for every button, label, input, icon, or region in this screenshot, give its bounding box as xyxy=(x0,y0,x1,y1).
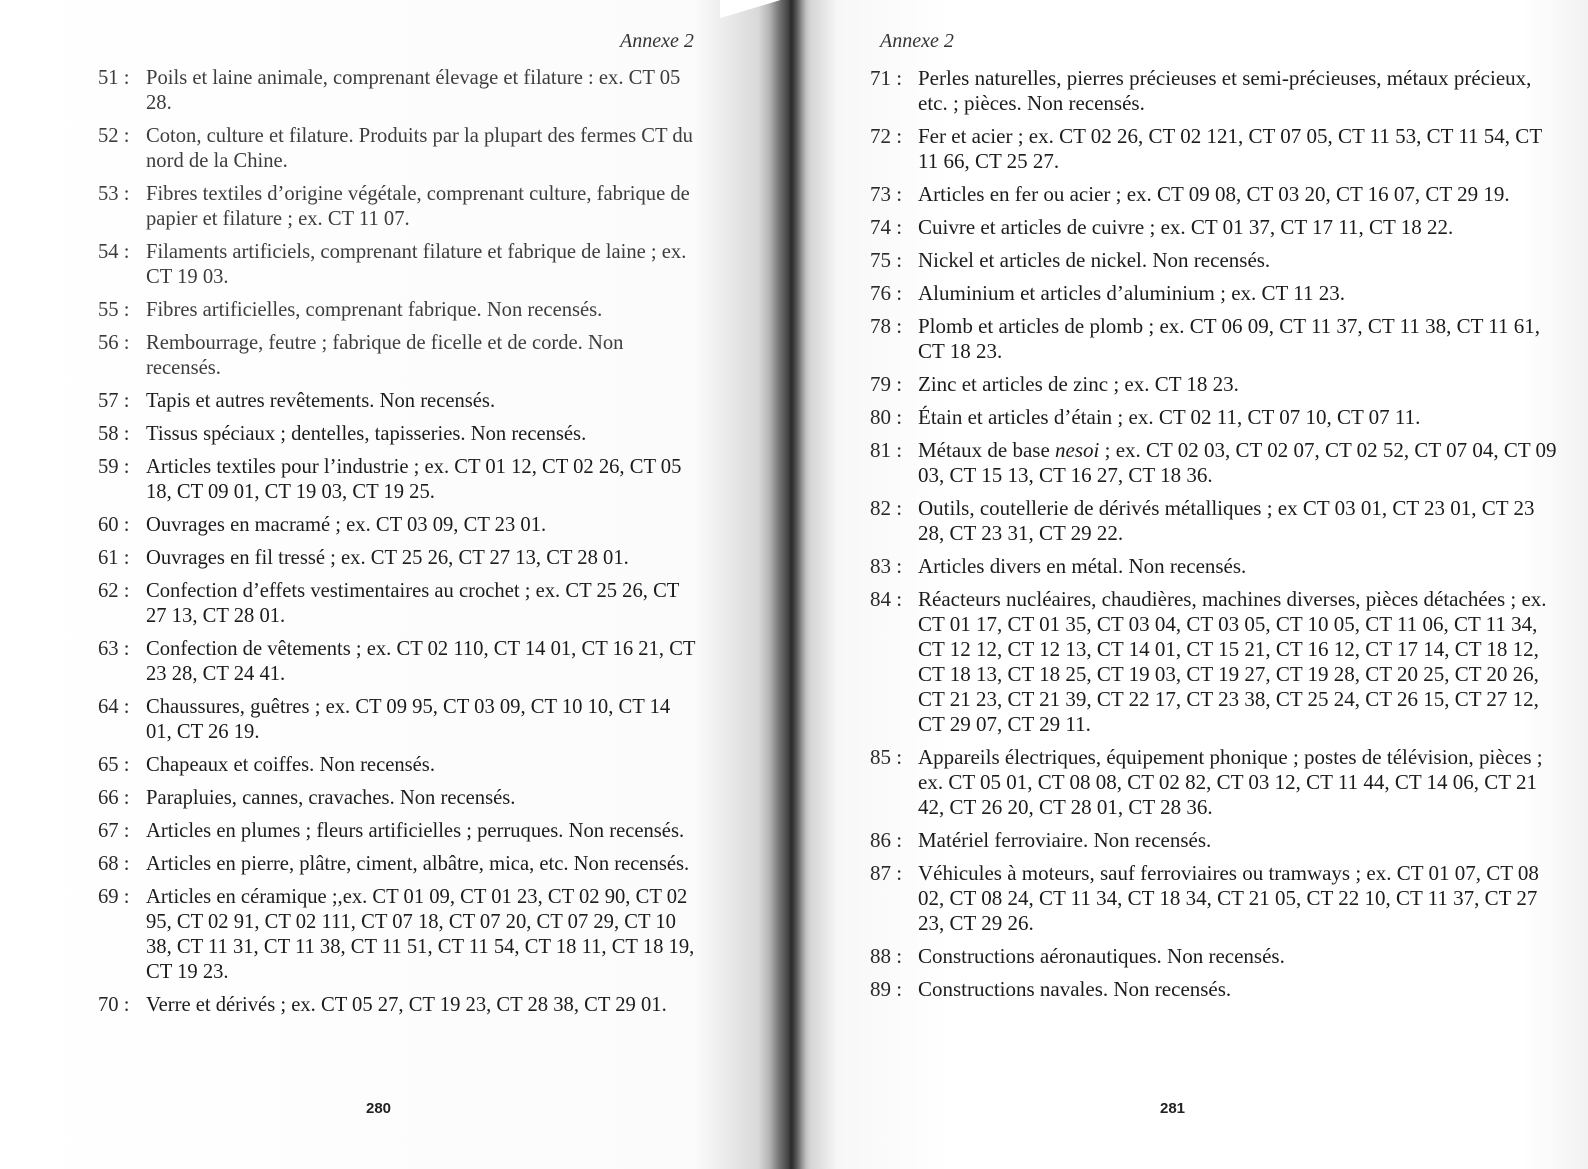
entry-number: 81 : xyxy=(870,438,903,462)
entry-text: Cuivre et articles de cuivre ; ex. CT 01 37, CT 17 11, CT 18 22. xyxy=(918,215,1454,239)
entry-number: 68 : xyxy=(98,853,130,875)
list-item xyxy=(98,852,698,877)
running-head: Annexe 2 xyxy=(620,30,694,52)
entry-number: 76 : xyxy=(870,281,903,305)
list-item xyxy=(98,389,698,414)
list-item xyxy=(870,828,1560,853)
entry-number: 75 : xyxy=(870,248,903,272)
entry-text: Articles en plumes ; fleurs artificielles ; perruques. Non recensés. xyxy=(146,820,685,842)
entry-number: 65 : xyxy=(98,754,130,776)
entry-text: Appareils électriques, équipement phonique ; postes de télévision, pièces ; ex. CT 05 01, CT 08 08, CT 02 82, CT 03 12, CT 11 44, CT 14 06, CT 21 42, CT 26 20, CT 28 01, CT 28 36. xyxy=(918,745,1543,819)
entry-number: 72 : xyxy=(870,124,903,148)
entry-number: 79 : xyxy=(870,372,903,396)
entry-number: 80 : xyxy=(870,405,903,429)
entry-text: Articles textiles pour l’industrie ; ex. CT 01 12, CT 02 26, CT 05 18, CT 09 01, CT 19 03, CT 19 25. xyxy=(146,456,682,503)
page-corner-fold xyxy=(720,0,780,18)
list-item xyxy=(870,405,1560,430)
entry-number: 58 : xyxy=(98,423,130,445)
list-item xyxy=(98,513,698,538)
entry-text: Filaments artificiels, comprenant filature et fabrique de laine ; ex. CT 19 03. xyxy=(146,241,687,288)
entry-number: 82 : xyxy=(870,496,903,520)
list-item xyxy=(98,124,698,174)
entry-text: Perles naturelles, pierres précieuses et semi-précieuses, métaux précieux, etc. ; pièces. Non recensés. xyxy=(918,66,1532,115)
list-item xyxy=(98,579,698,629)
entry-text: Nickel et articles de nickel. Non recensés. xyxy=(918,248,1271,272)
list-item xyxy=(870,182,1560,207)
list-item xyxy=(870,745,1560,820)
entry-number: 86 : xyxy=(870,828,903,852)
entry-text: Verre et dérivés ; ex. CT 05 27, CT 19 23, CT 28 38, CT 29 01. xyxy=(146,994,667,1016)
list-item xyxy=(98,993,698,1018)
entry-text: Confection de vêtements ; ex. CT 02 110, CT 14 01, CT 16 21, CT 23 28, CT 24 41. xyxy=(146,638,696,685)
entry-number: 53 : xyxy=(98,183,130,205)
entry-number: 84 : xyxy=(870,587,903,611)
entry-text: Constructions navales. Non recensés. xyxy=(918,977,1232,1001)
list-item xyxy=(870,977,1560,1002)
entry-number: 56 : xyxy=(98,332,130,354)
entry-text: Chapeaux et coiffes. Non recensés. xyxy=(146,754,435,776)
list-item xyxy=(98,637,698,687)
list-item xyxy=(98,422,698,447)
entry-number: 55 : xyxy=(98,299,130,321)
entry-number: 57 : xyxy=(98,390,130,412)
entry-text: Outils, coutellerie de dérivés métalliques ; ex CT 03 01, CT 23 01, CT 23 28, CT 23 31, CT 29 22. xyxy=(918,496,1535,545)
entry-number: 89 : xyxy=(870,977,903,1001)
entry-text: Matériel ferroviaire. Non recensés. xyxy=(918,828,1212,852)
entry-text: Rembourrage, feutre ; fabrique de ficelle et de corde. Non recensés. xyxy=(146,332,624,379)
entry-text: Ouvrages en macramé ; ex. CT 03 09, CT 23 01. xyxy=(146,514,547,536)
list-item xyxy=(98,455,698,505)
list-item xyxy=(870,215,1560,240)
right-page xyxy=(790,0,1588,1169)
entry-text: Constructions aéronautiques. Non recensés. xyxy=(918,944,1285,968)
entry-number: 54 : xyxy=(98,241,130,263)
entry-text: Aluminium et articles d’aluminium ; ex. CT 11 23. xyxy=(918,281,1345,305)
entry-number: 66 : xyxy=(98,787,130,809)
entry-number: 62 : xyxy=(98,580,130,602)
entry-number: 61 : xyxy=(98,547,130,569)
list-item xyxy=(870,554,1560,579)
list-item xyxy=(98,695,698,745)
list-item xyxy=(870,496,1560,546)
entry-number: 52 : xyxy=(98,125,130,147)
list-item xyxy=(870,281,1560,306)
entry-text: Poils et laine animale, comprenant élevage et filature : ex. CT 05 28. xyxy=(146,67,681,114)
entry-number: 87 : xyxy=(870,861,903,885)
entry-list xyxy=(870,66,1560,1010)
list-item xyxy=(870,861,1560,936)
entry-number: 60 : xyxy=(98,514,130,536)
entry-number: 73 : xyxy=(870,182,903,206)
entry-text: Plomb et articles de plomb ; ex. CT 06 09, CT 11 37, CT 11 38, CT 11 61, CT 18 23. xyxy=(918,314,1541,363)
list-item xyxy=(870,944,1560,969)
page-number: 280 xyxy=(366,1100,392,1117)
entry-text: Articles en pierre, plâtre, ciment, albâtre, mica, etc. Non recensés. xyxy=(146,853,690,875)
entry-number: 64 : xyxy=(98,696,130,718)
entry-list xyxy=(98,66,698,1026)
entry-text: Coton, culture et filature. Produits par la plupart des fermes CT du nord de la Chine. xyxy=(146,125,693,172)
entry-number: 69 : xyxy=(98,886,130,908)
list-item xyxy=(98,66,698,116)
list-item xyxy=(98,786,698,811)
entry-number: 71 : xyxy=(870,66,903,90)
entry-text: Articles en céramique ;,ex. CT 01 09, CT 01 23, CT 02 90, CT 02 95, CT 02 91, CT 02 111, CT 07 18, CT 07 20, CT 07 29, CT 10 38, CT 11 31, CT 11 38, CT 11 51, CT 11 54, CT 18 11, CT 18 19, CT 19 23. xyxy=(146,886,695,983)
page-number: 281 xyxy=(1160,1100,1186,1117)
list-item xyxy=(870,66,1560,116)
entry-number: 67 : xyxy=(98,820,130,842)
left-page xyxy=(0,0,790,1169)
list-item xyxy=(98,182,698,232)
entry-number: 83 : xyxy=(870,554,903,578)
list-item xyxy=(98,298,698,323)
entry-number: 70 : xyxy=(98,994,130,1016)
list-item xyxy=(98,885,698,985)
list-item xyxy=(870,587,1560,737)
entry-text: Fibres artificielles, comprenant fabrique. Non recensés. xyxy=(146,299,603,321)
list-item xyxy=(98,819,698,844)
list-item xyxy=(98,753,698,778)
entry-text: Articles divers en métal. Non recensés. xyxy=(918,554,1247,578)
list-item xyxy=(870,124,1560,174)
entry-number: 74 : xyxy=(870,215,903,239)
list-item xyxy=(98,240,698,290)
entry-number: 51 : xyxy=(98,67,130,89)
list-item xyxy=(98,331,698,381)
entry-text: Étain et articles d’étain ; ex. CT 02 11, CT 07 10, CT 07 11. xyxy=(918,405,1421,429)
entry-number: 59 : xyxy=(98,456,130,478)
entry-text: Fer et acier ; ex. CT 02 26, CT 02 121, CT 07 05, CT 11 53, CT 11 54, CT 11 66, CT 25 27. xyxy=(918,124,1542,173)
entry-text: Métaux de base nesoi ; ex. CT 02 03, CT 02 07, CT 02 52, CT 07 04, CT 09 03, CT 15 13, CT 16 27, CT 18 36. xyxy=(918,438,1557,487)
entry-text: Réacteurs nucléaires, chaudières, machines diverses, pièces détachées ; ex. CT 01 17, CT 01 35, CT 03 04, CT 03 05, CT 10 05, CT 11 06, CT 11 34, CT 12 12, CT 12 13, CT 14 01, CT 15 21, CT 16 12, CT 17 14, CT 18 12, CT 18 13, CT 18 25, CT 19 03, CT 19 27, CT 19 28, CT 20 25, CT 20 26, CT 21 23, CT 21 39, CT 22 17, CT 23 38, CT 25 24, CT 26 15, CT 27 12, CT 29 07, CT 29 11. xyxy=(918,587,1547,736)
entry-text: Véhicules à moteurs, sauf ferroviaires ou tramways ; ex. CT 01 07, CT 08 02, CT 08 24, CT 11 34, CT 18 34, CT 21 05, CT 22 10, CT 11 37, CT 27 23, CT 29 26. xyxy=(918,861,1539,935)
entry-number: 78 : xyxy=(870,314,903,338)
entry-text: Articles en fer ou acier ; ex. CT 09 08, CT 03 20, CT 16 07, CT 29 19. xyxy=(918,182,1510,206)
entry-text: Zinc et articles de zinc ; ex. CT 18 23. xyxy=(918,372,1239,396)
entry-text: Parapluies, cannes, cravaches. Non recensés. xyxy=(146,787,516,809)
entry-number: 63 : xyxy=(98,638,130,660)
list-item xyxy=(870,438,1560,488)
running-head: Annexe 2 xyxy=(880,30,954,52)
list-item xyxy=(870,372,1560,397)
entry-text: Chaussures, guêtres ; ex. CT 09 95, CT 03 09, CT 10 10, CT 14 01, CT 26 19. xyxy=(146,696,671,743)
entry-number: 88 : xyxy=(870,944,903,968)
entry-text: Fibres textiles d’origine végétale, comprenant culture, fabrique de papier et filature ; ex. CT 11 07. xyxy=(146,183,690,230)
entry-text: Ouvrages en fil tressé ; ex. CT 25 26, CT 27 13, CT 28 01. xyxy=(146,547,629,569)
list-item xyxy=(870,314,1560,364)
entry-number: 85 : xyxy=(870,745,903,769)
list-item xyxy=(870,248,1560,273)
entry-text: Tapis et autres revêtements. Non recensés. xyxy=(146,390,496,412)
entry-text: Tissus spéciaux ; dentelles, tapisseries. Non recensés. xyxy=(146,423,587,445)
book-gutter-shadow xyxy=(770,0,810,1169)
entry-text: Confection d’effets vestimentaires au crochet ; ex. CT 25 26, CT 27 13, CT 28 01. xyxy=(146,580,680,627)
list-item xyxy=(98,546,698,571)
